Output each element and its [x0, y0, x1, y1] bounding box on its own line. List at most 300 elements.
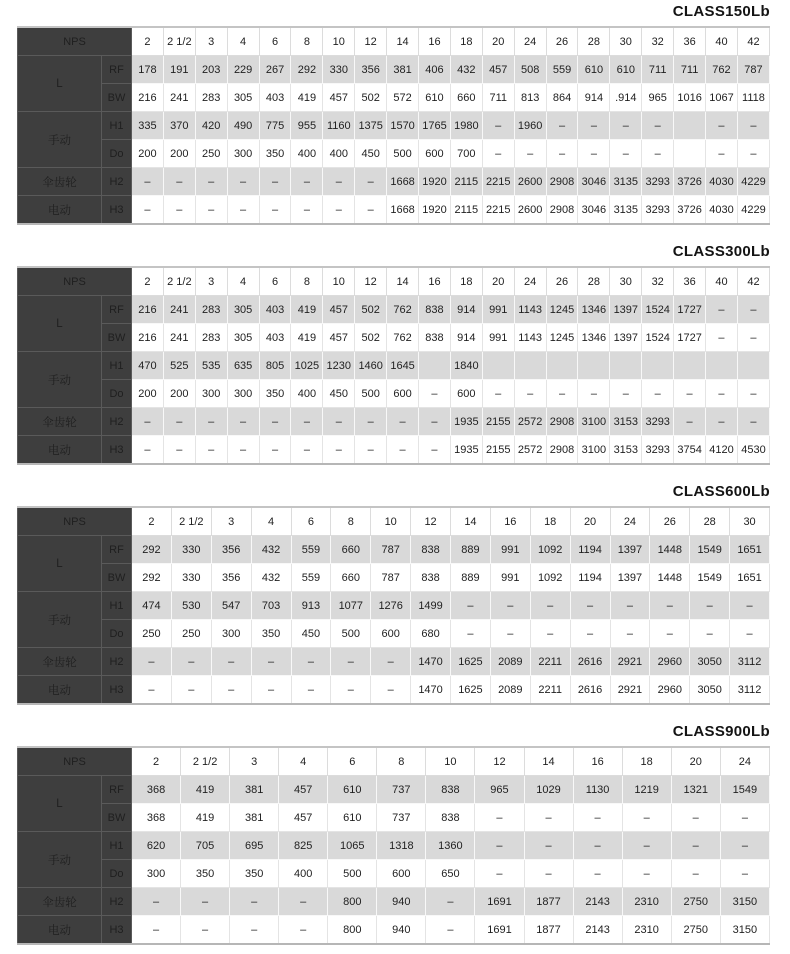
value-cell: 470 [132, 352, 164, 380]
table-row [18, 776, 770, 804]
value-cell [419, 352, 451, 380]
value-cell: 1219 [622, 776, 671, 804]
value-cell: – [482, 140, 514, 168]
nps-size-cell: 6 [328, 747, 377, 776]
value-cell: 525 [163, 352, 195, 380]
nps-size-cell: 16 [419, 267, 451, 296]
row-sub-label: H3 [102, 676, 132, 705]
nps-size-cell: 24 [514, 27, 546, 56]
nps-size-cell: 10 [371, 507, 411, 536]
value-cell: 330 [323, 56, 355, 84]
table-title: CLASS300Lb [672, 243, 770, 260]
value-cell: 600 [419, 140, 451, 168]
value-cell: 1346 [578, 324, 610, 352]
value-cell: 711 [642, 56, 674, 84]
row-group-label: 电动 [18, 676, 102, 705]
value-cell: – [671, 860, 720, 888]
value-cell: 1360 [426, 832, 475, 860]
value-cell: 610 [328, 776, 377, 804]
value-cell: – [323, 408, 355, 436]
value-cell: 283 [195, 84, 227, 112]
value-cell: – [132, 196, 164, 225]
nps-size-cell: 8 [377, 747, 426, 776]
value-cell: 2211 [530, 676, 570, 705]
value-cell: – [323, 196, 355, 225]
value-cell: 1029 [524, 776, 573, 804]
value-cell: 1549 [690, 536, 730, 564]
value-cell: 305 [227, 84, 259, 112]
value-cell: – [524, 860, 573, 888]
value-cell: 650 [426, 860, 475, 888]
value-cell: – [419, 436, 451, 465]
nps-size-cell: 12 [411, 507, 451, 536]
row-group-label: 手动 [18, 832, 102, 888]
value-cell: 350 [230, 860, 279, 888]
nps-size-cell: 16 [573, 747, 622, 776]
value-cell: 432 [450, 56, 482, 84]
value-cell: – [737, 296, 769, 324]
value-cell: 3135 [610, 196, 642, 225]
value-cell: 600 [371, 620, 411, 648]
value-cell: 2115 [450, 168, 482, 196]
value-cell: 457 [279, 804, 328, 832]
value-cell: 1067 [706, 84, 738, 112]
nps-size-cell: 2 [132, 747, 181, 776]
nps-size-cell: 2 1/2 [163, 267, 195, 296]
value-cell: – [610, 380, 642, 408]
value-cell: – [737, 408, 769, 436]
value-cell: – [706, 296, 738, 324]
value-cell [737, 352, 769, 380]
value-cell: 620 [132, 832, 181, 860]
value-cell: 406 [419, 56, 451, 84]
value-cell: 762 [387, 324, 419, 352]
value-cell: 200 [163, 140, 195, 168]
value-cell: 991 [482, 324, 514, 352]
value-cell: 3726 [674, 168, 706, 196]
value-cell: 660 [331, 564, 371, 592]
value-cell: – [610, 620, 650, 648]
value-cell: – [195, 168, 227, 196]
row-sub-label: H2 [102, 648, 132, 676]
row-sub-label: BW [102, 564, 132, 592]
value-cell: 1470 [411, 648, 451, 676]
value-cell: 283 [195, 296, 227, 324]
value-cell: 3046 [578, 196, 610, 225]
value-cell: – [323, 436, 355, 465]
value-cell: – [227, 168, 259, 196]
value-cell: 2310 [622, 916, 671, 945]
value-cell: 1668 [387, 168, 419, 196]
nps-size-cell: 6 [259, 267, 291, 296]
value-cell: 1980 [450, 112, 482, 140]
value-cell: – [737, 112, 769, 140]
nps-size-cell: 24 [514, 267, 546, 296]
value-cell: – [331, 676, 371, 705]
value-cell: 3153 [610, 436, 642, 465]
value-cell: 2908 [546, 436, 578, 465]
table-row [18, 536, 770, 564]
value-cell: 1460 [355, 352, 387, 380]
nps-size-cell: 42 [737, 27, 769, 56]
value-cell: 368 [132, 804, 181, 832]
value-cell: 508 [514, 56, 546, 84]
value-cell: 350 [259, 380, 291, 408]
nps-size-cell: 3 [195, 27, 227, 56]
value-cell: 711 [674, 56, 706, 84]
value-cell: 2155 [482, 436, 514, 465]
row-sub-label: RF [102, 776, 132, 804]
nps-size-cell: 6 [259, 27, 291, 56]
value-cell: 350 [251, 620, 291, 648]
value-cell: 305 [227, 296, 259, 324]
value-cell: 600 [387, 380, 419, 408]
table-row [18, 436, 770, 465]
value-cell: – [227, 408, 259, 436]
value-cell: 305 [227, 324, 259, 352]
row-group-label: 伞齿轮 [18, 168, 102, 196]
value-cell: – [211, 648, 251, 676]
value-cell: 370 [163, 112, 195, 140]
table-row [18, 408, 770, 436]
table-row [18, 324, 770, 352]
value-cell: 1397 [610, 324, 642, 352]
nps-header-label: NPS [18, 507, 132, 536]
value-cell: – [211, 676, 251, 705]
value-cell: – [426, 916, 475, 945]
value-cell: 250 [171, 620, 211, 648]
value-cell: 889 [451, 536, 491, 564]
value-cell: 991 [490, 536, 530, 564]
value-cell: 1499 [411, 592, 451, 620]
table-row [18, 168, 770, 196]
table-row [18, 196, 770, 225]
value-cell: 559 [546, 56, 578, 84]
table-row [18, 804, 770, 832]
nps-header-label: NPS [18, 27, 132, 56]
table-row [18, 860, 770, 888]
value-cell [578, 352, 610, 380]
value-cell: 4229 [737, 196, 769, 225]
table-row [18, 888, 770, 916]
value-cell: – [690, 592, 730, 620]
value-cell: 559 [291, 564, 331, 592]
value-cell: 2750 [671, 888, 720, 916]
value-cell: 419 [181, 804, 230, 832]
value-cell: 432 [251, 564, 291, 592]
row-group-label: L [18, 296, 102, 352]
nps-size-cell: 2 [132, 507, 172, 536]
value-cell: 3112 [730, 676, 770, 705]
row-group-label: L [18, 776, 102, 832]
value-cell: 762 [706, 56, 738, 84]
value-cell: – [573, 804, 622, 832]
nps-size-cell: 3 [230, 747, 279, 776]
nps-size-cell: 4 [227, 267, 259, 296]
value-cell: – [671, 832, 720, 860]
value-cell: 610 [419, 84, 451, 112]
value-cell: – [259, 168, 291, 196]
row-group-label: L [18, 56, 102, 112]
value-cell: – [279, 888, 328, 916]
value-cell: 2908 [546, 408, 578, 436]
value-cell: 1065 [328, 832, 377, 860]
value-cell: – [251, 648, 291, 676]
value-cell: – [690, 620, 730, 648]
value-cell: 203 [195, 56, 227, 84]
value-cell: 2155 [482, 408, 514, 436]
value-cell: 216 [132, 296, 164, 324]
value-cell: – [387, 408, 419, 436]
value-cell: 1570 [387, 112, 419, 140]
value-cell: 250 [132, 620, 172, 648]
value-cell: – [475, 804, 524, 832]
value-cell: 1448 [650, 564, 690, 592]
value-cell: 572 [387, 84, 419, 112]
value-cell: – [227, 436, 259, 465]
value-cell: 864 [546, 84, 578, 112]
nps-header-row [18, 27, 770, 56]
value-cell: 1318 [377, 832, 426, 860]
value-cell: – [291, 436, 323, 465]
value-cell: 403 [259, 324, 291, 352]
row-sub-label: BW [102, 804, 132, 832]
value-cell: 356 [355, 56, 387, 84]
value-cell: 559 [291, 536, 331, 564]
nps-size-cell: 14 [387, 267, 419, 296]
value-cell: 1016 [674, 84, 706, 112]
value-cell: 2921 [610, 676, 650, 705]
value-cell: 330 [171, 536, 211, 564]
nps-size-cell: 26 [650, 507, 690, 536]
value-cell: – [163, 196, 195, 225]
value-cell: 813 [514, 84, 546, 112]
row-sub-label: H1 [102, 112, 132, 140]
value-cell: 3293 [642, 408, 674, 436]
value-cell: – [737, 324, 769, 352]
value-cell: – [195, 408, 227, 436]
value-cell: 3293 [642, 436, 674, 465]
row-sub-label: H2 [102, 888, 132, 916]
value-cell: 2310 [622, 888, 671, 916]
value-cell: – [642, 112, 674, 140]
row-sub-label: RF [102, 296, 132, 324]
nps-size-cell: 32 [642, 267, 674, 296]
value-cell: 241 [163, 84, 195, 112]
nps-size-cell: 18 [450, 27, 482, 56]
value-cell: 1346 [578, 296, 610, 324]
value-cell: – [524, 804, 573, 832]
value-cell: 2572 [514, 436, 546, 465]
value-cell: 3150 [720, 888, 769, 916]
nps-size-cell: 14 [451, 507, 491, 536]
nps-size-cell: 2 1/2 [181, 747, 230, 776]
value-cell: – [132, 676, 172, 705]
value-cell: – [132, 168, 164, 196]
value-cell: 703 [251, 592, 291, 620]
value-cell [610, 352, 642, 380]
nps-size-cell: 26 [546, 27, 578, 56]
value-cell: 660 [450, 84, 482, 112]
value-cell: 350 [259, 140, 291, 168]
value-cell: 705 [181, 832, 230, 860]
value-cell: – [546, 112, 578, 140]
value-cell: 3100 [578, 408, 610, 436]
nps-header-label: NPS [18, 267, 132, 296]
value-cell: 1645 [387, 352, 419, 380]
value-cell: 4229 [737, 168, 769, 196]
value-cell: 1765 [419, 112, 451, 140]
value-cell: – [291, 408, 323, 436]
nps-size-cell: 28 [578, 27, 610, 56]
row-sub-label: Do [102, 860, 132, 888]
value-cell: 450 [355, 140, 387, 168]
table-section [17, 482, 770, 705]
value-cell: 1143 [514, 324, 546, 352]
value-cell: – [426, 888, 475, 916]
nps-size-cell: 18 [622, 747, 671, 776]
value-cell: 680 [411, 620, 451, 648]
value-cell: 4030 [706, 168, 738, 196]
table-row [18, 140, 770, 168]
value-cell: – [279, 916, 328, 945]
nps-size-cell: 20 [671, 747, 720, 776]
value-cell: 356 [211, 564, 251, 592]
nps-size-cell: 26 [546, 267, 578, 296]
value-cell: 2960 [650, 648, 690, 676]
value-cell: – [132, 888, 181, 916]
row-sub-label: BW [102, 84, 132, 112]
value-cell: – [132, 436, 164, 465]
value-cell: 1160 [323, 112, 355, 140]
dimension-table [17, 506, 770, 705]
table-row [18, 916, 770, 945]
value-cell: – [355, 196, 387, 225]
value-cell: – [674, 408, 706, 436]
value-cell: 200 [132, 140, 164, 168]
value-cell: – [259, 196, 291, 225]
value-cell: 1935 [450, 408, 482, 436]
nps-size-cell: 18 [450, 267, 482, 296]
value-cell: 335 [132, 112, 164, 140]
table-row [18, 56, 770, 84]
value-cell: 400 [291, 140, 323, 168]
value-cell: 535 [195, 352, 227, 380]
value-cell: 457 [323, 296, 355, 324]
value-cell: – [230, 888, 279, 916]
value-cell: 432 [251, 536, 291, 564]
value-cell: 457 [323, 84, 355, 112]
value-cell: 2908 [546, 196, 578, 225]
value-cell: – [573, 832, 622, 860]
nps-size-cell: 8 [331, 507, 371, 536]
value-cell: 250 [195, 140, 227, 168]
value-cell: – [482, 380, 514, 408]
value-cell: 283 [195, 324, 227, 352]
value-cell [674, 140, 706, 168]
value-cell: 914 [450, 296, 482, 324]
row-sub-label: Do [102, 380, 132, 408]
value-cell: 1276 [371, 592, 411, 620]
value-cell: 1194 [570, 536, 610, 564]
value-cell: – [291, 676, 331, 705]
nps-header-label: NPS [18, 747, 132, 776]
value-cell: 1245 [546, 324, 578, 352]
row-sub-label: H3 [102, 436, 132, 465]
table-title: CLASS150Lb [672, 3, 770, 20]
value-cell: – [610, 140, 642, 168]
value-cell: – [171, 676, 211, 705]
value-cell: 419 [181, 776, 230, 804]
value-cell: 838 [411, 536, 451, 564]
row-group-label: L [18, 536, 102, 592]
value-cell: 3050 [690, 648, 730, 676]
value-cell: – [530, 592, 570, 620]
value-cell: 800 [328, 916, 377, 945]
row-sub-label: H2 [102, 168, 132, 196]
value-cell: 940 [377, 888, 426, 916]
row-sub-label: H2 [102, 408, 132, 436]
value-cell: 2616 [570, 648, 610, 676]
value-cell [642, 352, 674, 380]
value-cell: – [610, 592, 650, 620]
value-cell: 800 [328, 888, 377, 916]
value-cell: – [642, 140, 674, 168]
value-cell: – [730, 620, 770, 648]
nps-size-cell: 36 [674, 267, 706, 296]
row-group-label: 电动 [18, 916, 102, 945]
value-cell [674, 352, 706, 380]
value-cell: 292 [132, 564, 172, 592]
value-cell: 991 [482, 296, 514, 324]
value-cell: 1245 [546, 296, 578, 324]
nps-size-cell: 8 [291, 27, 323, 56]
nps-size-cell: 20 [570, 507, 610, 536]
value-cell: 737 [377, 776, 426, 804]
value-cell: – [642, 380, 674, 408]
value-cell: 1727 [674, 324, 706, 352]
value-cell: 711 [482, 84, 514, 112]
value-cell: 700 [450, 140, 482, 168]
value-cell: 2600 [514, 168, 546, 196]
value-cell: 913 [291, 592, 331, 620]
nps-size-cell: 10 [323, 27, 355, 56]
value-cell [674, 112, 706, 140]
nps-size-cell: 10 [323, 267, 355, 296]
value-cell: 635 [227, 352, 259, 380]
value-cell: – [291, 648, 331, 676]
value-cell: – [524, 832, 573, 860]
value-cell: 2143 [573, 888, 622, 916]
value-cell: – [706, 112, 738, 140]
value-cell: 1625 [451, 648, 491, 676]
nps-size-cell: 40 [706, 27, 738, 56]
nps-header-row [18, 747, 770, 776]
value-cell: 3135 [610, 168, 642, 196]
value-cell: 965 [642, 84, 674, 112]
nps-size-cell: 42 [737, 267, 769, 296]
value-cell: – [530, 620, 570, 648]
value-cell: 381 [387, 56, 419, 84]
row-sub-label: H1 [102, 592, 132, 620]
value-cell: 2750 [671, 916, 720, 945]
nps-size-cell: 30 [610, 267, 642, 296]
value-cell: 838 [419, 296, 451, 324]
row-sub-label: Do [102, 620, 132, 648]
value-cell: 660 [331, 536, 371, 564]
value-cell [706, 352, 738, 380]
value-cell: – [622, 804, 671, 832]
